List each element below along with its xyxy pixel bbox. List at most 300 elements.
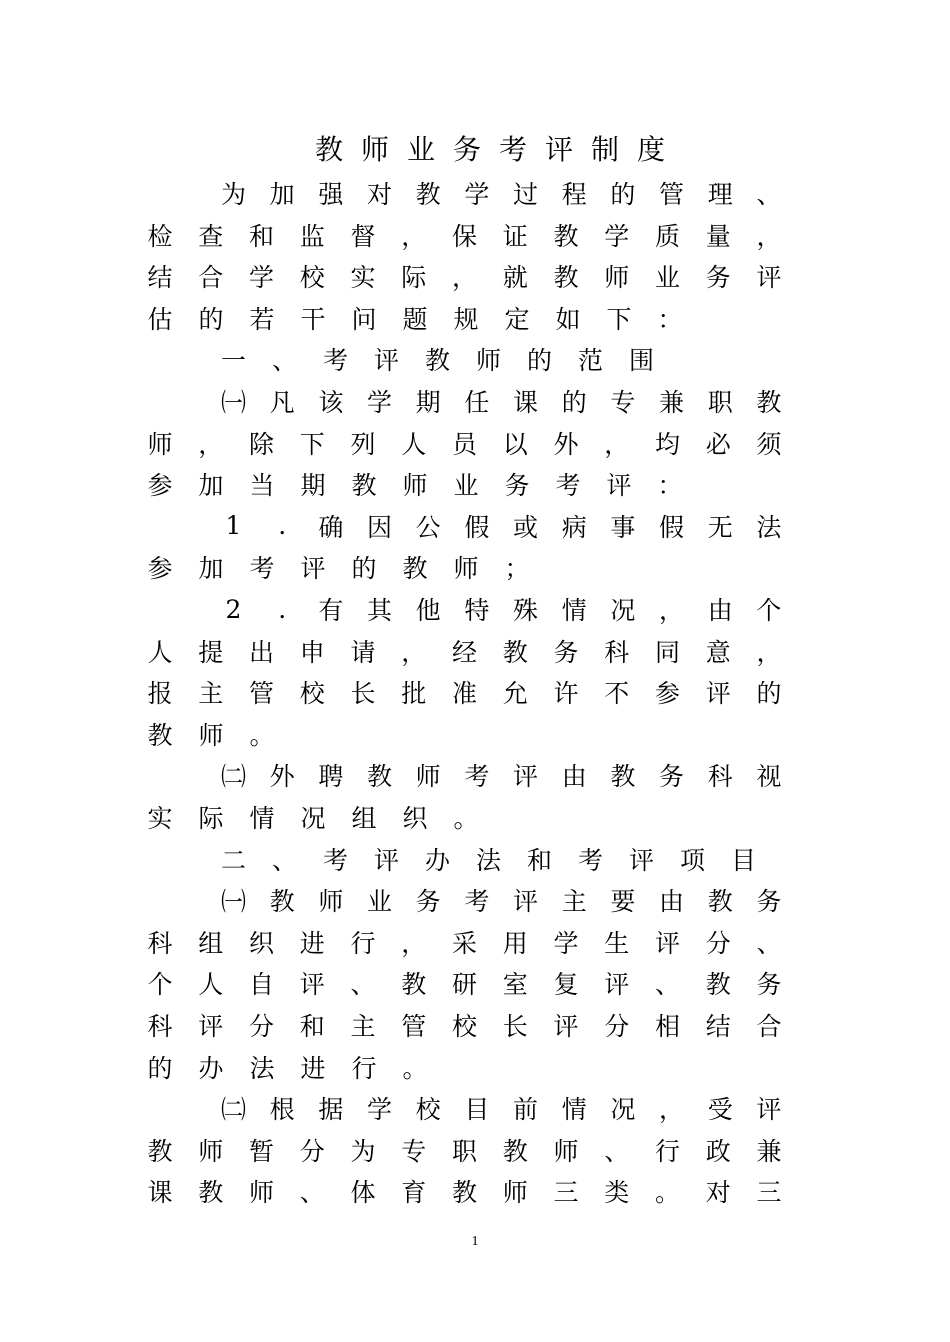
body-char: 如: [555, 304, 581, 334]
body-char: 题: [402, 304, 428, 334]
body-char: 评: [299, 970, 325, 1000]
body-char: 评: [513, 887, 539, 917]
body-char: 政: [705, 1136, 731, 1166]
body-char: 病: [561, 512, 587, 542]
body-char: 监: [299, 221, 325, 251]
body-char: 、: [756, 928, 782, 958]
body-char: 、: [271, 845, 297, 875]
body-char: 教: [402, 554, 428, 584]
body-char: 教: [147, 1136, 173, 1166]
body-char: 师: [147, 429, 173, 459]
body-char: 下: [299, 429, 325, 459]
body-char: 教: [502, 1136, 528, 1166]
body-char: 合: [756, 1012, 782, 1041]
body-char: 师: [453, 554, 479, 584]
body-char: 兼: [659, 388, 685, 417]
body-char: 当: [249, 471, 275, 501]
body-char: 师: [198, 720, 224, 750]
body-char: 情: [561, 1095, 587, 1125]
body-char: 长: [502, 1012, 528, 1041]
body-char: 法: [756, 512, 782, 542]
body-char: 务: [504, 471, 530, 501]
body-char: 、: [299, 1178, 325, 1208]
body-char: 由: [561, 762, 587, 792]
body-char: 复: [553, 970, 579, 1000]
body-char: 受: [707, 1095, 733, 1125]
body-char: 参: [147, 554, 173, 584]
body-char: 为: [350, 1136, 376, 1166]
body-char: 或: [513, 512, 539, 542]
body-char: 学: [248, 263, 274, 293]
body-char: 主: [561, 887, 587, 917]
body-char: 行: [654, 1136, 680, 1166]
body-line: [221, 1087, 783, 1129]
body-char: 师: [475, 346, 501, 376]
body-line: [221, 879, 783, 921]
body-char: 意: [705, 637, 731, 667]
body-char: 目: [730, 845, 756, 875]
body-char: 学: [553, 928, 579, 958]
body-char: 由: [707, 596, 733, 625]
body-char: 不: [604, 679, 630, 709]
body-char: 特: [464, 596, 490, 625]
body-char: 和: [299, 1012, 325, 1041]
body-char: 科: [604, 637, 630, 667]
body-char: 教: [553, 221, 579, 251]
body-char: 项: [679, 845, 705, 875]
body-char: 法: [475, 845, 501, 875]
body-char: 教: [401, 970, 427, 1000]
body-char: 的: [351, 554, 377, 584]
body-char: 假: [464, 512, 490, 542]
body-char: 前: [513, 1095, 539, 1125]
body-char: 若: [249, 304, 275, 334]
body-char: 证: [502, 221, 528, 251]
body-char: 准: [451, 679, 477, 709]
body-char: 。: [654, 1178, 680, 1208]
body-char: 一: [220, 346, 246, 376]
body-char: 校: [299, 679, 325, 709]
body-char: 评: [628, 845, 654, 875]
body-char: 教: [705, 970, 731, 1000]
body-char: 用: [502, 928, 528, 958]
body-char: 的: [526, 346, 552, 376]
body-char: 殊: [513, 596, 539, 625]
body-char: 课: [147, 1178, 173, 1208]
body-char: 况: [610, 1095, 636, 1125]
body-char: 报: [147, 679, 173, 709]
body-char: 结: [147, 263, 173, 293]
body-line: [147, 255, 782, 297]
body-char: 学: [367, 1095, 393, 1125]
body-char: 教: [610, 762, 636, 792]
body-char: 校: [299, 263, 325, 293]
body-char: 量: [705, 221, 731, 251]
body-char: 评: [373, 845, 399, 875]
body-char: 的: [610, 180, 636, 209]
body-char: 、: [271, 346, 297, 376]
body-char: 校: [451, 1012, 477, 1041]
body-char: 2: [225, 594, 242, 624]
body-char: 有: [318, 596, 344, 625]
body-char: 考: [577, 845, 603, 875]
body-line: [147, 214, 782, 256]
body-char: 研: [451, 970, 477, 1000]
body-char: 的: [198, 304, 224, 334]
body-char: 加: [198, 471, 224, 501]
body-char: 采: [451, 928, 477, 958]
body-char: 对: [367, 180, 393, 209]
body-char: 情: [249, 804, 275, 833]
body-char: 、: [604, 1136, 630, 1166]
body-char: 教: [707, 887, 733, 917]
body-char: 以: [502, 429, 528, 459]
body-char: 外: [553, 429, 579, 459]
body-line: [221, 338, 783, 380]
body-char: 和: [526, 845, 552, 875]
body-char: 除: [248, 429, 274, 459]
body-char: 实: [350, 263, 376, 293]
body-char: 校: [415, 1095, 441, 1125]
body-char: 务: [553, 637, 579, 667]
body-line: [147, 796, 782, 838]
body-char: 假: [659, 512, 685, 542]
body-char: 定: [504, 304, 530, 334]
body-char: 教: [451, 1178, 477, 1208]
body-char: 期: [415, 388, 441, 417]
body-char: 科: [147, 928, 173, 958]
body-char: 行: [351, 1053, 377, 1083]
body-char: 根: [269, 1095, 295, 1125]
body-char: 批: [401, 679, 427, 709]
body-char: 长: [350, 679, 376, 709]
body-char: 体: [350, 1178, 376, 1208]
body-char: 须: [756, 429, 782, 459]
body-char: 行: [350, 928, 376, 958]
body-char: 。: [402, 1053, 428, 1083]
body-line: [221, 172, 783, 214]
body-char: 专: [401, 1136, 427, 1166]
body-char: 教: [198, 1178, 224, 1208]
body-char: 法: [249, 1053, 275, 1083]
body-char: 主: [198, 679, 224, 709]
body-char: 业: [654, 263, 680, 293]
body-char: 评: [756, 263, 782, 293]
body-char: 评: [756, 1095, 782, 1125]
body-char: 师: [415, 762, 441, 792]
body-char: ，: [401, 928, 427, 958]
body-char: 师: [402, 471, 428, 501]
body-char: 管: [659, 180, 685, 209]
body-line: [221, 754, 783, 796]
body-char: 评: [553, 1012, 579, 1041]
body-char: 聘: [318, 762, 344, 792]
body-char: 对: [705, 1178, 731, 1208]
body-char: 参: [654, 679, 680, 709]
body-char: 考: [464, 887, 490, 917]
body-line: [147, 546, 782, 588]
body-char: 考: [322, 346, 348, 376]
body-char: 务: [659, 762, 685, 792]
document-title: 教师业务考评制度: [314, 133, 683, 166]
body-char: 考: [249, 554, 275, 584]
body-char: 组: [351, 804, 377, 833]
body-line: [147, 463, 782, 505]
body-char: 务: [756, 970, 782, 1000]
body-char: 问: [351, 304, 377, 334]
body-char: ：: [657, 304, 683, 334]
body-char: 况: [610, 596, 636, 625]
body-char: 职: [707, 388, 733, 417]
body-char: 1: [225, 511, 242, 541]
body-char: 列: [350, 429, 376, 459]
body-char: 管: [401, 1012, 427, 1041]
body-char: 师: [248, 1178, 274, 1208]
body-char: 和: [248, 221, 274, 251]
body-char: 类: [604, 1178, 630, 1208]
body-line: [221, 380, 783, 422]
body-char: 评: [654, 928, 680, 958]
body-char: 为: [220, 180, 246, 209]
body-char: 员: [451, 429, 477, 459]
body-char: 室: [502, 970, 528, 1000]
body-char: 职: [451, 1136, 477, 1166]
body-char: 督: [350, 221, 376, 251]
body-char: 程: [561, 180, 587, 209]
body-char: 教: [756, 388, 782, 417]
body-char: 进: [299, 928, 325, 958]
body-char: 相: [654, 1012, 680, 1041]
body-char: 主: [350, 1012, 376, 1041]
body-char: 教: [415, 180, 441, 209]
body-line: [147, 422, 782, 464]
body-char: 务: [705, 263, 731, 293]
body-char: 进: [300, 1053, 326, 1083]
body-char: 管: [248, 679, 274, 709]
body-char: 他: [415, 596, 441, 625]
body-char: 结: [705, 1012, 731, 1041]
body-char: ㈠: [220, 388, 246, 417]
body-char: 组: [198, 928, 224, 958]
body-char: 师: [502, 1178, 528, 1208]
body-line: [147, 630, 782, 672]
body-char: 课: [513, 388, 539, 417]
body-char: 考: [555, 471, 581, 501]
body-char: 的: [756, 679, 782, 709]
body-char: 确: [318, 512, 344, 542]
body-char: 经: [451, 637, 477, 667]
body-char: 师: [198, 1136, 224, 1166]
body-char: 合: [198, 263, 224, 293]
body-char: 师: [604, 263, 630, 293]
body-char: 允: [502, 679, 528, 709]
body-char: 自: [248, 970, 274, 1000]
body-char: 教: [351, 471, 377, 501]
body-char: 许: [553, 679, 579, 709]
body-char: 评: [300, 554, 326, 584]
body-char: 评: [373, 346, 399, 376]
body-char: 其: [367, 596, 393, 625]
body-char: 任: [464, 388, 490, 417]
body-char: 强: [318, 180, 344, 209]
body-char: 就: [502, 263, 528, 293]
body-char: 际: [198, 804, 224, 833]
body-line: [147, 1129, 782, 1171]
body-char: 业: [453, 471, 479, 501]
body-char: 科: [147, 1012, 173, 1041]
body-char: 。: [453, 804, 479, 833]
body-char: 织: [402, 804, 428, 833]
body-char: 提: [198, 637, 224, 667]
body-line: [147, 671, 782, 713]
body-char: 兼: [756, 1136, 782, 1166]
body-char: 考: [322, 845, 348, 875]
body-char: 三: [553, 1178, 579, 1208]
body-char: 教: [424, 346, 450, 376]
body-char: 参: [147, 471, 173, 501]
body-char: ，: [659, 596, 685, 625]
body-char: ，: [604, 429, 630, 459]
body-char: 范: [577, 346, 603, 376]
body-char: 业: [367, 887, 393, 917]
body-char: 分: [248, 1012, 274, 1041]
body-char: 师: [553, 1136, 579, 1166]
body-char: 加: [269, 180, 295, 209]
body-line: [147, 1170, 782, 1212]
body-char: 同: [654, 637, 680, 667]
body-char: 理: [707, 180, 733, 209]
body-char: ，: [401, 637, 427, 667]
body-char: 三: [756, 1178, 782, 1208]
body-char: 出: [248, 637, 274, 667]
body-char: 学: [464, 180, 490, 209]
body-char: 育: [401, 1178, 427, 1208]
body-char: 教: [147, 720, 173, 750]
body-char: 。: [249, 720, 275, 750]
page-number: 1: [471, 1234, 479, 1249]
body-char: 分: [299, 1136, 325, 1166]
body-char: 务: [756, 887, 782, 917]
body-char: 教: [269, 887, 295, 917]
body-char: 分: [705, 928, 731, 958]
body-char: 事: [610, 512, 636, 542]
body-char: 必: [705, 429, 731, 459]
body-char: 人: [401, 429, 427, 459]
body-char: 、: [756, 180, 782, 209]
body-char: 公: [415, 512, 441, 542]
body-char: 学: [604, 221, 630, 251]
body-char: 分: [604, 1012, 630, 1041]
body-char: 办: [424, 845, 450, 875]
body-char: 评: [513, 762, 539, 792]
body-line: [221, 505, 783, 547]
body-char: 、: [654, 970, 680, 1000]
body-char: 目: [464, 1095, 490, 1125]
body-char: 个: [756, 596, 782, 625]
body-char: 据: [318, 1095, 344, 1125]
body-char: ㈡: [220, 762, 246, 792]
body-char: 暂: [248, 1136, 274, 1166]
body-char: ㈡: [220, 1095, 246, 1125]
body-char: 保: [451, 221, 477, 251]
body-char: 查: [198, 221, 224, 251]
body-char: 该: [318, 388, 344, 417]
body-char: 视: [756, 762, 782, 792]
body-char: 质: [654, 221, 680, 251]
body-char: 学: [367, 388, 393, 417]
body-char: 因: [367, 512, 393, 542]
body-char: ：: [657, 471, 683, 501]
body-char: ，: [451, 263, 477, 293]
body-char: 个: [147, 970, 173, 1000]
body-char: 均: [654, 429, 680, 459]
body-char: 生: [604, 928, 630, 958]
body-line: [147, 921, 782, 963]
body-char: 凡: [269, 388, 295, 417]
body-char: 二: [220, 845, 246, 875]
body-char: 下: [606, 304, 632, 334]
body-char: 无: [707, 512, 733, 542]
body-char: 规: [453, 304, 479, 334]
body-char: .: [278, 594, 287, 624]
body-char: 要: [610, 887, 636, 917]
body-char: 际: [401, 263, 427, 293]
body-char: 务: [415, 887, 441, 917]
body-char: .: [278, 511, 287, 541]
body-char: 教: [553, 263, 579, 293]
body-char: 教: [367, 762, 393, 792]
body-char: 考: [464, 762, 490, 792]
body-char: 专: [610, 388, 636, 417]
body-char: 、: [350, 970, 376, 1000]
body-char: 干: [300, 304, 326, 334]
body-char: 评: [705, 679, 731, 709]
body-char: ，: [659, 1095, 685, 1125]
body-char: 加: [198, 554, 224, 584]
body-char: ，: [401, 221, 427, 251]
body-line: [147, 962, 782, 1004]
body-char: 织: [248, 928, 274, 958]
body-char: 人: [198, 970, 224, 1000]
body-char: 办: [198, 1053, 224, 1083]
body-char: 人: [147, 637, 173, 667]
body-char: 外: [269, 762, 295, 792]
body-char: 的: [147, 1053, 173, 1083]
body-line: [147, 1046, 782, 1088]
body-line: [147, 713, 782, 755]
body-char: 的: [561, 388, 587, 417]
body-char: 估: [147, 304, 173, 334]
body-char: ；: [504, 554, 530, 584]
body-line: [221, 588, 783, 630]
body-char: 期: [300, 471, 326, 501]
body-char: 检: [147, 221, 173, 251]
body-char: ，: [756, 637, 782, 667]
body-char: 请: [350, 637, 376, 667]
body-char: 教: [502, 637, 528, 667]
body-line: [147, 297, 782, 339]
body-char: 由: [659, 887, 685, 917]
body-char: 围: [628, 346, 654, 376]
body-char: 评: [606, 471, 632, 501]
body-char: 评: [198, 1012, 224, 1041]
body-char: 申: [299, 637, 325, 667]
body-line: [221, 838, 783, 880]
body-char: 师: [318, 887, 344, 917]
body-char: 实: [147, 804, 173, 833]
body-char: 过: [513, 180, 539, 209]
body-char: ，: [756, 221, 782, 251]
